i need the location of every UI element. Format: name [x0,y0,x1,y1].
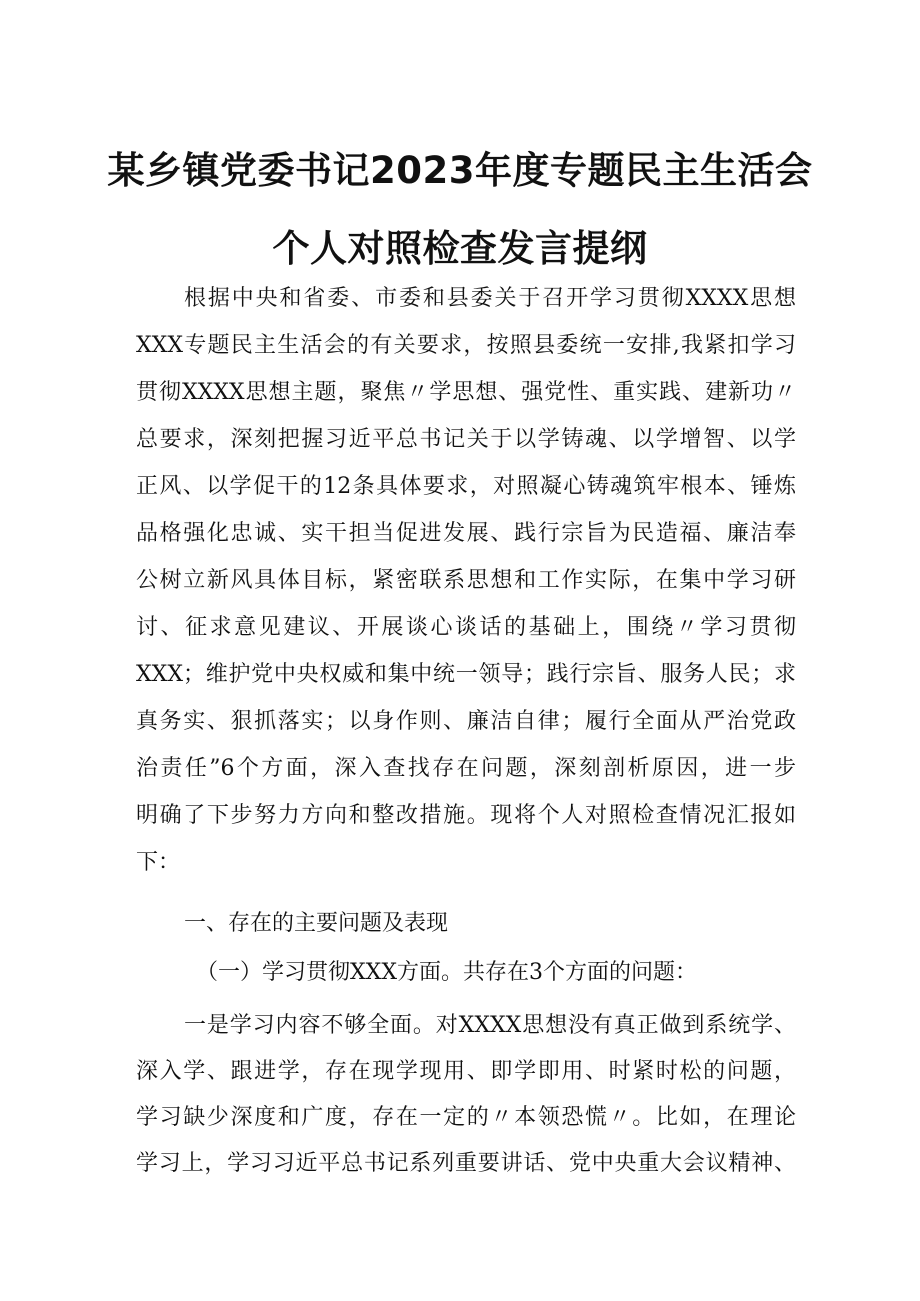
intro-line: 治责任”6个方面，深入查找存在问题，深刻剖析原因，进一步 [136,756,796,781]
point-line: 一是学习内容不够全面。对XXXX思想没有真正做到系统学、 [184,1013,796,1038]
section-heading: 一、存在的主要问题及表现 [184,911,449,936]
point-line: 深入学、跟进学，存在现学现用、即学即用、时紧时松的问题， [136,1059,796,1084]
intro-line: 总要求，深刻把握习近平总书记关于以学铸魂、以学增智、以学 [136,427,796,452]
intro-line: 明确了下步努力方向和整改措施。现将个人对照检查情况汇报如 [136,803,796,828]
intro-line: 真务实、狠抓落实；以身作则、廉洁自律；履行全面从严治党政 [136,709,796,734]
intro-line: 品格强化忠诚、实干担当促进发展、践行宗旨为民造福、廉洁奉 [136,521,796,546]
subsection-heading: （一）学习贯彻XXX方面。共存在3个方面的问题： [196,960,697,985]
intro-line: 贯彻XXXX思想主题，聚焦〃学思想、强党性、重实践、建新功〃 [136,380,796,405]
intro-line: XXX专题民主生活会的有关要求，按照县委统一安排,我紧扣学习 [136,333,796,358]
document-title-line-1: 某乡镇党委书记2023年度专题民主生活会 [107,149,813,192]
intro-line: XXX；维护党中央权威和集中统一领导；践行宗旨、服务人民；求 [136,662,796,687]
intro-line: 根据中央和省委、市委和县委关于召开学习贯彻XXXX思想 [184,286,796,311]
intro-line-last: 下： [136,850,181,875]
intro-line: 讨、征求意见建议、开展谈心谈话的基础上，围绕〃学习贯彻 [136,615,796,640]
intro-line: 公树立新风具体目标，紧密联系思想和工作实际，在集中学习研 [136,568,796,593]
document-title-line-2: 个人对照检查发言提纲 [272,227,648,270]
intro-line: 正风、以学促干的12条具体要求，对照凝心铸魂筑牢根本、锤炼 [136,474,796,499]
point-line: 学习缺少深度和广度，存在一定的〃本领恐慌〃。比如，在理论 [136,1105,796,1130]
point-line: 学习上，学习习近平总书记系列重要讲话、党中央重大会议精神、 [136,1151,796,1176]
